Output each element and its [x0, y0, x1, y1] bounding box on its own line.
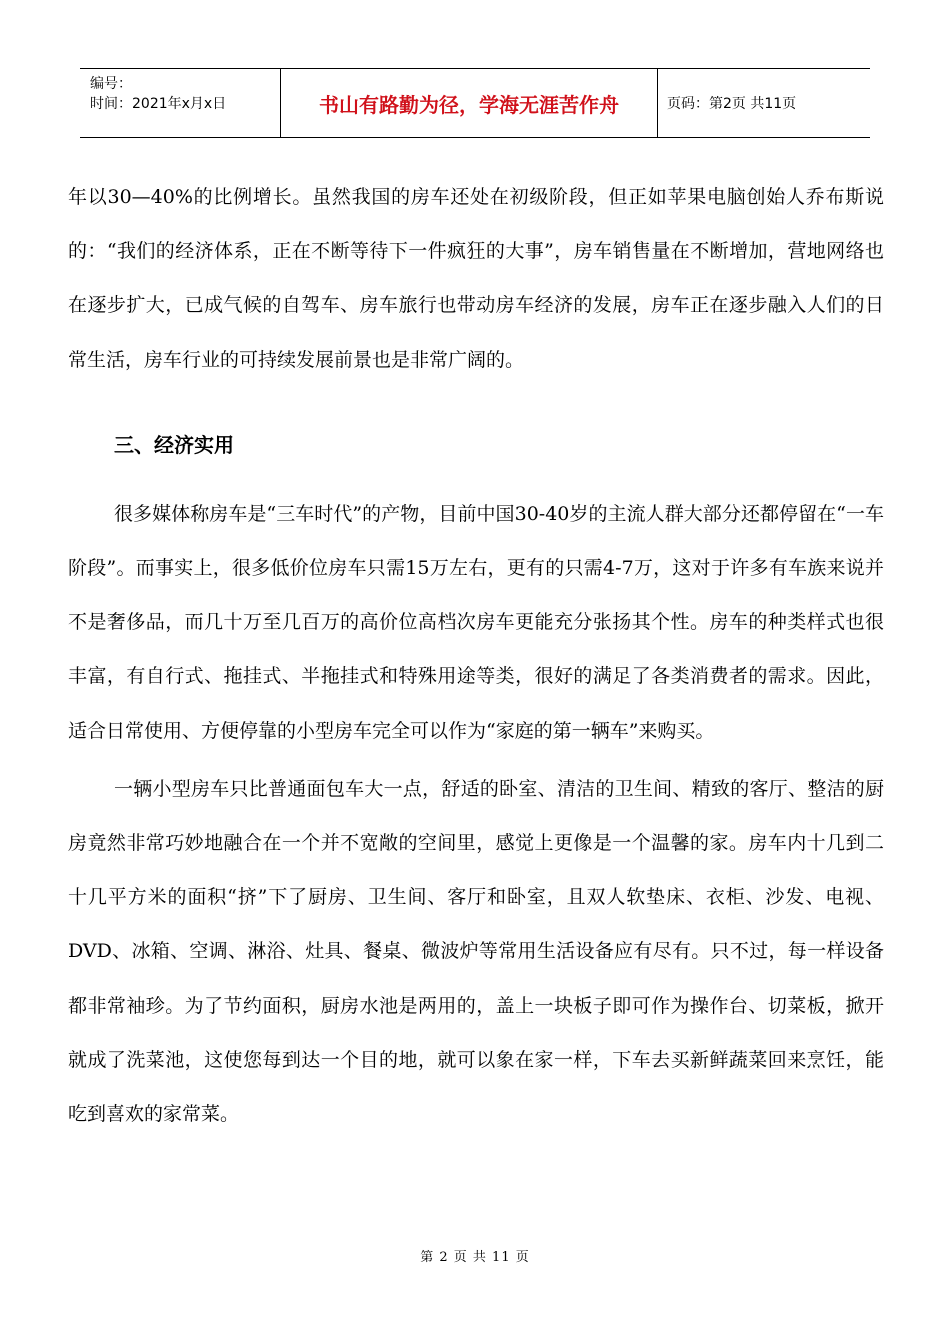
number-label: 编号： [90, 76, 132, 92]
document-body [68, 170, 884, 1141]
header-page-info: 页码：第2页 共11页 [667, 96, 797, 112]
paragraph-1: 年以30—40%的比例增长。虽然我国的房车还处在初级阶段，但正如苹果电脑创始人乔布斯说的：“我们的经济体系，正在不断等待下一件疯狂的大事”，房车销售量在不断增加，营地网络也在逐步扩大，已成气候的自驾车、房车旅行也带动房车经济的发展，房车正在逐步融入人们的日常生活，房车行业的可持续发展前景也是非常广阔的。 [68, 186, 884, 371]
page-header [80, 68, 870, 138]
paragraph-3: 一辆小型房车只比普通面包车大一点，舒适的卧室、清洁的卫生间、精致的客厅、整洁的厨房竟然非常巧妙地融合在一个并不宽敞的空间里，感觉上更像是一个温馨的家。房车内十几到二十几平方米的面积“挤”下了厨房、卫生间、客厅和卧室，且双人软垫床、衣柜、沙发、电视、DVD、冰箱、空调、淋浴、灶具、餐桌、微波炉等常用生活设备应有尽有。只不过，每一样设备都非常袖珍。为了节约面积，厨房水池是两用的，盖上一块板子即可作为操作台、切菜板，掀开就成了洗菜池，这使您每到达一个目的地，就可以象在家一样，下车去买新鲜蔬菜回来烹饪，能吃到喜欢的家常菜。 [68, 777, 884, 1126]
page-footer: 第 2 页 共 11 页 [420, 1250, 530, 1265]
section-heading: 三、经济实用 [114, 432, 234, 457]
header-motto: 书山有路勤为径，学海无涯苦作舟 [280, 69, 658, 137]
date-label: 时间：2021年x月x日 [90, 96, 227, 112]
header-meta [80, 69, 280, 137]
paragraph-2: 很多媒体称房车是“三车时代”的产物，目前中国30-40岁的主流人群大部分还都停留在“一车阶段”。而事实上，很多低价位房车只需15万左右，更有的只需4-7万，这对于许多有车族来说并不是奢侈品，而几十万至几百万的高价位高档次房车更能充分张扬其个性。房车的种类样式也很丰富，有自行式、拖挂式、半拖挂式和特殊用途等类，很好的满足了各类消费者的需求。因此，适合日常使用、方便停靠的小型房车完全可以作为“家庭的第一辆车”来购买。 [68, 502, 884, 742]
